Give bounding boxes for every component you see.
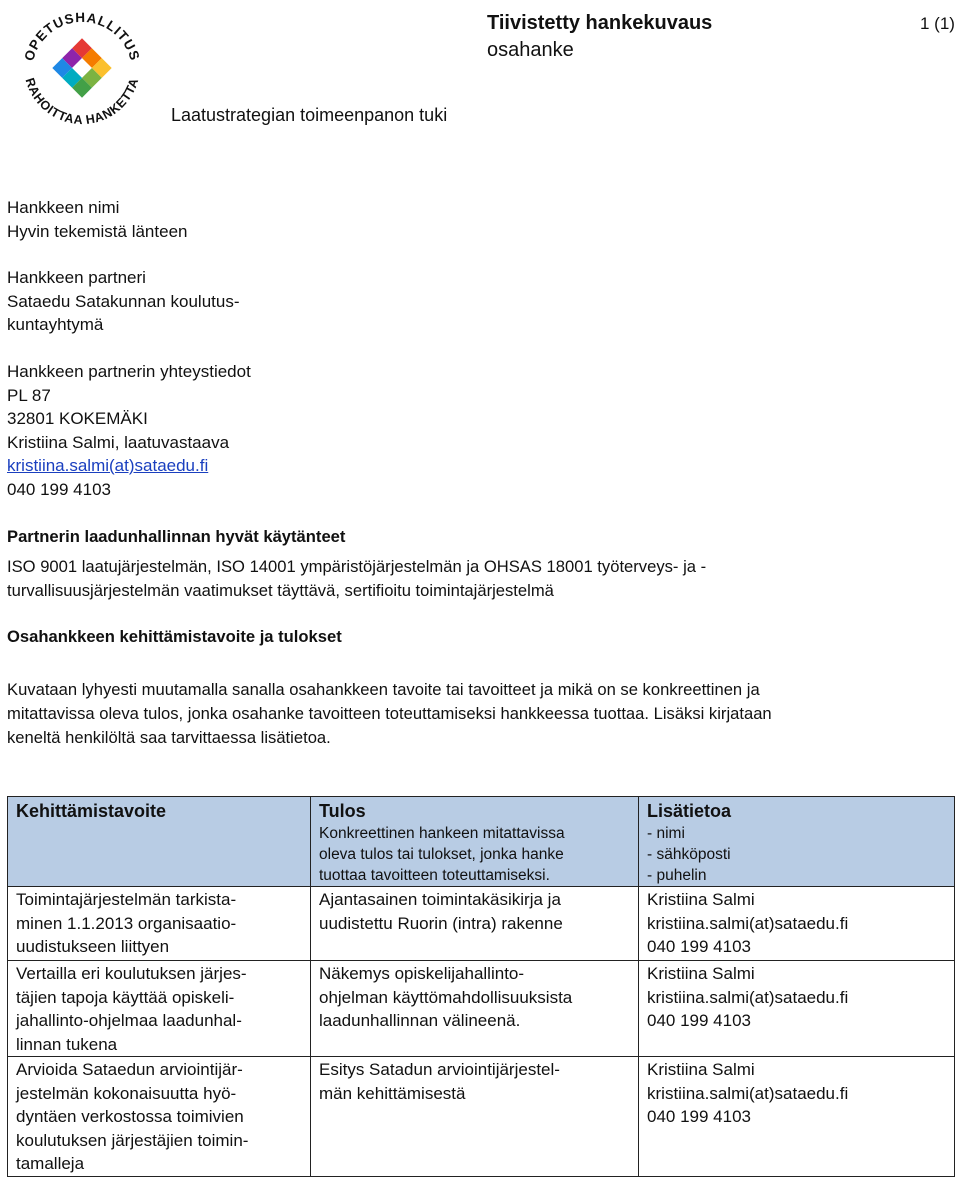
contact-email-link[interactable]: kristiina.salmi(at)sataedu.fi: [7, 456, 209, 475]
header-result-desc-3: tuottaa tavoitteen toteuttamiseksi.: [319, 867, 550, 884]
quality-text-line1: ISO 9001 laatujärjestelmän, ISO 14001 ympäristöjärjestelmän ja OHSAS 18001 työterveys- ja -: [7, 557, 707, 576]
result-cell: [311, 887, 639, 961]
header-cell-result: [311, 797, 639, 887]
header-result-desc-2: oleva tulos tai tulokset, jonka hanke: [319, 846, 564, 863]
goal-line: linnan tukena: [16, 1034, 118, 1054]
header-info-desc-2: - sähköposti: [647, 846, 731, 863]
contact-phone: 040 199 4103: [7, 479, 111, 499]
goal-line: täjien tapoja käyttää opiskeli-: [16, 987, 235, 1007]
goal-line: uudistukseen liittyen: [16, 937, 170, 956]
goal-line: tamalleja: [16, 1154, 85, 1173]
info-name: Kristiina Salmi: [647, 890, 755, 909]
contact-block: [7, 360, 251, 501]
partner-name-line2: kuntayhtymä: [7, 315, 104, 334]
goals-heading: Osahankkeen kehittämistavoite ja tulokset: [7, 627, 342, 646]
table-row: [8, 961, 955, 1057]
opetushallitus-logo: [8, 0, 148, 132]
goals-text-line2: mitattavissa oleva tulos, jonka osahanke tavoitteen toteuttamiseksi hankkeessa tuottaa. Lisäksi kirjataan: [7, 704, 772, 723]
header-goal: Kehittämistavoite: [16, 801, 167, 821]
logo-text-bottom: RAHOITTAA HANKETTA: [22, 76, 142, 128]
goal-line: minen 1.1.2013 organisaatio-: [16, 913, 237, 933]
logo-text-top: OPETUSHALLITUS: [21, 9, 143, 63]
result-line: män kehittämisestä: [319, 1083, 466, 1103]
goal-line: jahallinto-ohjelmaa laadunhal-: [16, 1011, 242, 1030]
partner-name-line1: Sataedu Satakunnan koulutus-: [7, 291, 240, 311]
goals-text: [7, 678, 952, 750]
info-email: kristiina.salmi(at)sataedu.fi: [647, 913, 849, 933]
header-info: Lisätietoa: [647, 801, 732, 821]
quality-heading: Partnerin laadunhallinnan hyvät käytänteet: [7, 527, 346, 546]
info-phone: 040 199 4103: [647, 1107, 751, 1126]
header-cell-goal: [8, 797, 311, 887]
result-line: laadunhallinnan välineenä.: [319, 1011, 521, 1030]
result-cell: [311, 961, 639, 1057]
goal-line: Arvioida Sataedun arviointijär-: [16, 1060, 243, 1079]
result-line: Esitys Satadun arviointijärjestel-: [319, 1060, 560, 1079]
goals-text-line3: keneltä henkilöltä saa tarvittaessa lisätietoa.: [7, 728, 331, 747]
contact-label: Hankkeen partnerin yhteystiedot: [7, 362, 251, 381]
info-cell: [639, 1057, 955, 1177]
goal-cell: [8, 961, 311, 1057]
program-name: Laatustrategian toimeenpanon tuki: [171, 105, 448, 125]
header-result: Tulos: [319, 801, 366, 821]
header-cell-info: [639, 797, 955, 887]
result-line: Ajantasainen toimintakäsikirja ja: [319, 890, 561, 909]
goal-line: Vertailla eri koulutuksen järjes-: [16, 964, 247, 983]
project-name: Hyvin tekemistä länteen: [7, 221, 188, 241]
logo-graphic: [8, 0, 148, 132]
document-subtitle: osahanke: [487, 39, 574, 61]
goals-text-line1: Kuvataan lyhyesti muutamalla sanalla osahankkeen tavoite tai tavoitteet ja mikä on se konkreettinen ja: [7, 680, 760, 699]
goal-line: koulutuksen järjestäjien toimin-: [16, 1130, 249, 1150]
contact-person: Kristiina Salmi, laatuvastaava: [7, 432, 230, 452]
result-line: uudistettu Ruorin (intra) rakenne: [319, 913, 563, 933]
result-cell: [311, 1057, 639, 1177]
goal-line: dyntäen verkostossa toimivien: [16, 1107, 244, 1126]
info-phone: 040 199 4103: [647, 937, 751, 956]
table-row: [8, 1057, 955, 1177]
quality-text-line2: turvallisuusjärjestelmän vaatimukset täyttävä, sertifioitu toimintajärjestelmä: [7, 581, 554, 600]
table-row: [8, 887, 955, 961]
project-name-label: Hankkeen nimi: [7, 198, 120, 217]
document-title: Tiivistetty hankekuvaus: [487, 12, 713, 34]
quality-text: [7, 555, 952, 603]
table-header-row: [8, 797, 955, 887]
header-result-desc-1: Konkreettinen hankeen mitattavissa: [319, 825, 565, 842]
partner-block: [7, 266, 240, 337]
contact-address-line2: 32801 KOKEMÄKI: [7, 409, 148, 428]
page-number: 1 (1): [920, 14, 955, 33]
goals-table: [7, 796, 955, 1177]
goal-cell: [8, 1057, 311, 1177]
result-line: ohjelman käyttömahdollisuuksista: [319, 987, 573, 1007]
goal-cell: [8, 887, 311, 961]
contact-address-line1: PL 87: [7, 385, 51, 405]
partner-label: Hankkeen partneri: [7, 268, 146, 287]
info-name: Kristiina Salmi: [647, 964, 755, 983]
info-phone: 040 199 4103: [647, 1011, 751, 1030]
info-cell: [639, 887, 955, 961]
info-name: Kristiina Salmi: [647, 1060, 755, 1079]
goal-line: Toimintajärjestelmän tarkista-: [16, 890, 237, 909]
header-info-desc-1: - nimi: [647, 825, 685, 842]
result-line: Näkemys opiskelijahallinto-: [319, 964, 525, 983]
project-name-block: [7, 196, 187, 243]
info-email: kristiina.salmi(at)sataedu.fi: [647, 987, 849, 1007]
header-info-desc-3: - puhelin: [647, 867, 707, 884]
info-cell: [639, 961, 955, 1057]
info-email: kristiina.salmi(at)sataedu.fi: [647, 1083, 849, 1103]
goal-line: jestelmän kokonaisuutta hyö-: [16, 1083, 237, 1103]
